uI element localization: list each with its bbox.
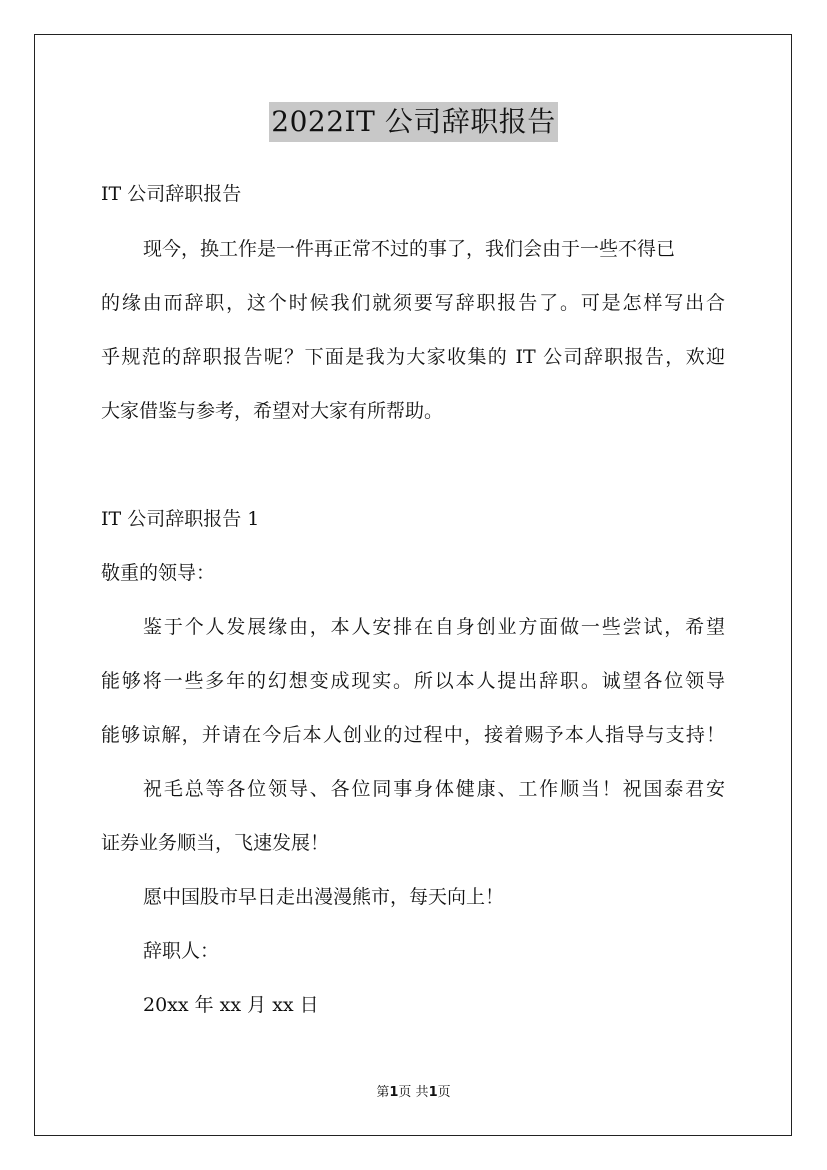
footer-prefix: 第 — [376, 1085, 390, 1100]
intro-line-3: 乎规范的辞职报告呢？下面是我为大家收集的 IT 公司辞职报告，欢迎 — [101, 346, 725, 368]
body-para1-line-3: 能够谅解，并请在今后本人创业的过程中，接着赐予本人指导与支持！ — [101, 724, 725, 746]
page-footer — [0, 1084, 827, 1102]
body-para2-line-2: 证券业务顺当，飞速发展！ — [101, 832, 330, 854]
footer-total-pages: 1 — [428, 1085, 438, 1100]
wish-line: 愿中国股市早日走出漫漫熊市，每天向上！ — [143, 886, 505, 908]
footer-suffix: 页 — [437, 1085, 451, 1100]
intro-line-4: 大家借鉴与参考，希望对大家有所帮助。 — [101, 400, 444, 422]
body-para2-line-1: 祝毛总等各位领导、各位同事身体健康、工作顺当！祝国泰君安 — [143, 778, 725, 800]
document-subtitle: IT 公司辞职报告 — [101, 183, 242, 205]
signature-label: 辞职人： — [143, 940, 220, 962]
intro-line-2: 的缘由而辞职，这个时候我们就须要写辞职报告了。可是怎样写出合 — [101, 292, 725, 314]
date-line: 20xx 年 xx 月 xx 日 — [143, 994, 319, 1016]
body-para1-line-1: 鉴于个人发展缘由，本人安排在自身创业方面做一些尝试，希望 — [143, 616, 725, 638]
title-container — [0, 102, 827, 142]
body-para1-line-2: 能够将一些多年的幻想变成现实。所以本人提出辞职。诚望各位领导 — [101, 670, 725, 692]
salutation: 敬重的领导： — [101, 562, 216, 584]
intro-line-1: 现今，换工作是一件再正常不过的事了，我们会由于一些不得已 — [143, 238, 676, 260]
footer-current-page: 1 — [389, 1085, 399, 1100]
footer-mid: 页 共 — [398, 1085, 429, 1100]
section-heading: IT 公司辞职报告 1 — [101, 508, 260, 530]
document-title: 2022IT 公司辞职报告 — [269, 102, 557, 142]
